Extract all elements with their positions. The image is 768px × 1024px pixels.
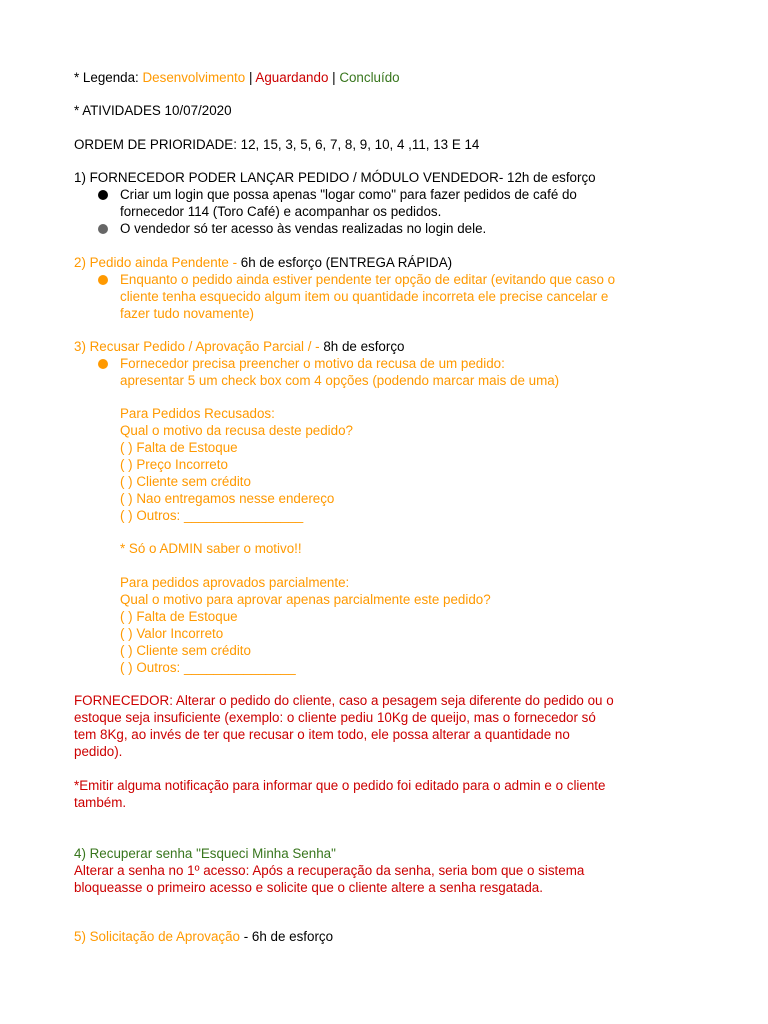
item3-title-effort: 8h de esforço <box>323 339 405 354</box>
recusados-question: Qual o motivo da recusa deste pedido? <box>120 423 353 438</box>
recusados-heading: Para Pedidos Recusados: <box>120 406 275 421</box>
emitir-line2: também. <box>74 795 127 810</box>
item4-title: 4) Recuperar senha "Esqueci Minha Senha" <box>74 846 336 861</box>
parcial-option: ( ) Falta de Estoque <box>120 609 238 624</box>
legend-aguardando: Aguardando <box>255 70 329 85</box>
legend-separator: | <box>328 70 340 85</box>
item1-title: 1) FORNECEDOR PODER LANÇAR PEDIDO / MÓDULO VENDEDOR- 12h de esforço <box>74 170 596 185</box>
item5-title <box>74 928 333 945</box>
item3-bullet-line2: apresentar 5 um check box com 4 opções (podendo marcar mais de uma) <box>120 373 560 388</box>
fornecedor-line2: estoque seja insuficiente (exemplo: o cliente pediu 10Kg de queijo, mas o fornecedor só <box>74 710 596 725</box>
recusados-option: ( ) Falta de Estoque <box>120 440 238 455</box>
item3-title <box>74 338 405 355</box>
ordem-prioridade: ORDEM DE PRIORIDADE: 12, 15, 3, 5, 6, 7, 8, 9, 10, 4 ,11, 13 E 14 <box>74 137 480 152</box>
parcial-option: ( ) Cliente sem crédito <box>120 643 251 658</box>
item5-title-effort: - 6h de esforço <box>240 929 334 944</box>
item4-line1: Alterar a senha no 1º acesso: Após a recuperação da senha, seria bom que o sistema <box>74 863 585 878</box>
item2-title-effort: 6h de esforço (ENTREGA RÁPIDA) <box>240 255 453 270</box>
bullet-dot-icon <box>98 275 108 285</box>
emitir-line1: *Emitir alguma notificação para informar que o pedido foi editado para o admin e o cliente <box>74 778 606 793</box>
legend-desenvolvimento: Desenvolvimento <box>142 70 246 85</box>
item1-bullet1-line2: fornecedor 114 (Toro Café) e acompanhar os pedidos. <box>120 204 442 219</box>
fornecedor-line4: pedido). <box>74 744 123 759</box>
recusados-option: ( ) Cliente sem crédito <box>120 474 251 489</box>
bullet-dot-icon <box>98 359 108 369</box>
atividades-heading: * ATIVIDADES 10/07/2020 <box>74 103 232 118</box>
bullet-dot-icon <box>98 224 108 234</box>
parcial-option: ( ) Valor Incorreto <box>120 626 224 641</box>
item5-title-label: 5) Solicitação de Aprovação <box>74 929 240 944</box>
admin-note: * Só o ADMIN saber o motivo!! <box>120 541 302 556</box>
parcial-option: ( ) Outros: _______________ <box>120 660 296 675</box>
recusados-option: ( ) Preço Incorreto <box>120 457 228 472</box>
fornecedor-line3: tem 8Kg, ao invés de ter que recusar o item todo, ele possa alterar a quantidade no <box>74 727 570 742</box>
bullet-dot-icon <box>98 190 108 200</box>
item3-title-label: 3) Recusar Pedido / Aprovação Parcial / - <box>74 339 324 354</box>
item1-bullet1-line1: Criar um login que possa apenas "logar como" para fazer pedidos de café do <box>120 187 577 202</box>
item2-bullet-line2: cliente tenha esquecido algum item ou quantidade incorreta ele precise cancelar e <box>120 289 609 304</box>
item3-bullet-line1: Fornecedor precisa preencher o motivo da recusa de um pedido: <box>120 356 505 371</box>
fornecedor-line1: FORNECEDOR: Alterar o pedido do cliente, caso a pesagem seja diferente do pedido ou o <box>74 693 614 708</box>
recusados-option: ( ) Nao entregamos nesse endereço <box>120 491 335 506</box>
recusados-option: ( ) Outros: ________________ <box>120 508 304 523</box>
parcial-heading: Para pedidos aprovados parcialmente: <box>120 575 350 590</box>
legend-separator: | <box>245 70 256 85</box>
item2-bullet-line3: fazer tudo novamente) <box>120 306 254 321</box>
item2-title <box>74 254 452 271</box>
item4-line2: bloqueasse o primeiro acesso e solicite que o cliente altere a senha resgatada. <box>74 880 543 895</box>
item2-title-label: 2) Pedido ainda Pendente - <box>74 255 241 270</box>
legend-line <box>74 69 400 86</box>
item2-bullet-line1: Enquanto o pedido ainda estiver pendente ter opção de editar (evitando que caso o <box>120 272 616 287</box>
legend-concluido: Concluído <box>339 70 400 85</box>
legend-prefix: * Legenda: <box>74 70 143 85</box>
item1-bullet2: O vendedor só ter acesso às vendas realizadas no login dele. <box>120 221 487 236</box>
parcial-question: Qual o motivo para aprovar apenas parcialmente este pedido? <box>120 592 491 607</box>
